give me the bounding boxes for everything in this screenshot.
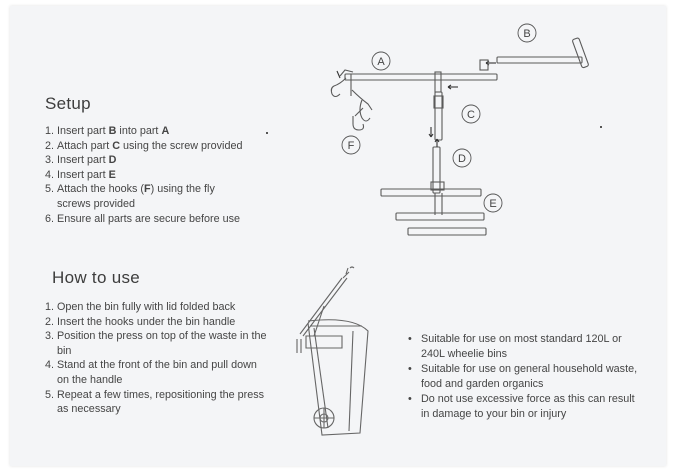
step-text: Repeat a few times, repositioning the press as necessary — [57, 388, 265, 416]
label-b — [518, 24, 536, 42]
step-number: 5. — [45, 183, 55, 196]
step-number: 3. — [45, 154, 55, 167]
bullet-icon: • — [408, 333, 412, 345]
label-c-text: C — [467, 109, 475, 121]
step-number: 3. — [45, 330, 55, 343]
part-d-stem — [433, 139, 440, 193]
label-f — [342, 136, 360, 154]
label-b-text: B — [523, 28, 531, 40]
bin-illustration — [297, 267, 368, 435]
setup-heading: Setup — [45, 94, 91, 113]
step-text: Insert part E — [57, 168, 116, 181]
hook-assembly — [331, 70, 372, 130]
part-b-handle — [497, 38, 589, 69]
label-c — [462, 105, 480, 123]
label-e — [484, 194, 502, 212]
label-a — [372, 52, 390, 70]
how-to-use-heading: How to use — [52, 268, 141, 287]
step-text: Position the press on top of the waste in the bin — [57, 330, 267, 357]
step-number: 5. — [45, 388, 55, 401]
step-number: 2. — [45, 139, 55, 152]
label-d-text: D — [458, 153, 466, 165]
part-e-base — [381, 182, 486, 235]
assembly-diagram — [10, 6, 666, 466]
note-text: Suitable for use on most standard 120L or 240L wheelie bins — [421, 333, 622, 360]
step-number: 2. — [45, 315, 55, 328]
step-text: Insert part B into part A — [57, 125, 170, 137]
step-number: 4. — [45, 168, 55, 181]
bullet-icon: • — [408, 363, 412, 375]
step-text: Stand at the front of the bin and pull down on the handle — [57, 359, 257, 386]
step-text: Attach the hooks (F) using the fly screws provided — [57, 183, 215, 210]
step-number: 6. — [45, 212, 55, 225]
label-a-text: A — [377, 56, 385, 68]
bullet-icon: • — [408, 393, 412, 405]
note-text: Suitable for use on general household waste, food and garden organics — [421, 363, 638, 390]
step-text: Insert part D — [57, 154, 117, 167]
note-text: Do not use excessive force as this can result in damage to your bin or injury — [421, 393, 635, 420]
step-number: 4. — [45, 359, 55, 372]
label-d — [453, 149, 471, 167]
part-a-bar — [345, 60, 497, 96]
step-number: 1. — [45, 301, 55, 313]
step-text: Insert the hooks under the bin handle — [57, 315, 236, 328]
step-text: Ensure all parts are secure before use — [57, 212, 241, 225]
part-c-tube — [429, 85, 458, 140]
instruction-sheet — [10, 6, 666, 466]
step-text: Open the bin fully with lid folded back — [57, 301, 236, 313]
label-f-text: F — [347, 140, 355, 152]
step-number: 1. — [45, 125, 55, 137]
label-e-text: E — [489, 198, 497, 210]
step-text: Attach part C using the screw provided — [57, 139, 243, 152]
